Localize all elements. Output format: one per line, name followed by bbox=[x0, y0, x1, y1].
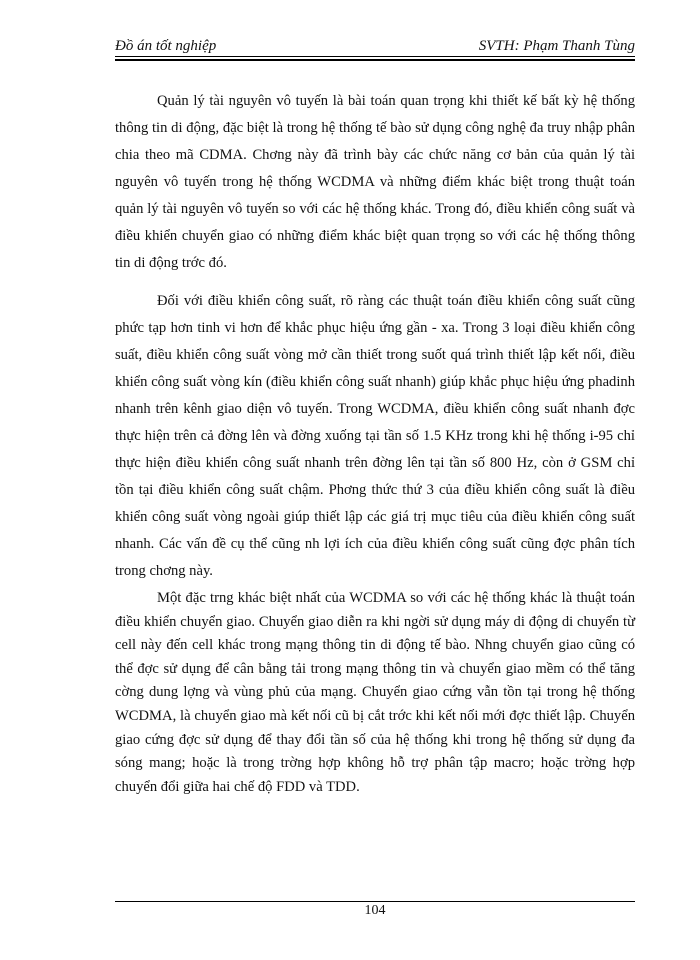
header-document-title: Đồ án tốt nghiệp bbox=[115, 38, 217, 54]
page-header bbox=[115, 34, 635, 56]
paragraph-radio-resource-management: Quản lý tài nguyên vô tuyến là bài toán quan trọng khi thiết kế bất kỳ hệ thống thông tin di động, đặc biệt là trong hệ thống tế bào sử dụng công nghệ đa truy nhập phân chia theo mã CDMA. Chơng này đã trình bày các chức năng cơ bản của quản lý tài nguyên vô tuyến trong hệ thống WCDMA và những điểm khác biệt trong thuật toán quản lý tài nguyên vô tuyến so với các hệ thống khác. Trong đó, điều khiển công suất và điều khiển chuyển giao có những điểm khác biệt quan trọng so với các hệ thống thông tin di động trớc đó. bbox=[115, 93, 635, 271]
paragraph-power-control: Đối với điều khiển công suất, rõ ràng các thuật toán điều khiển công suất cũng phức tạp hơn tinh vi hơn để khắc phục hiệu ứng gần - xa. Trong 3 loại điều khiển công suất, điều khiển công suất vòng mở cần thiết trong suốt quá trình thiết lập kết nối, điều khiển công suất vòng kín (điều khiển công suất nhanh) giúp khắc phục hiệu ứng phadinh nhanh trên kênh giao diện vô tuyến. Trong WCDMA, điều khiển công suất nhanh đợc thực hiện trên cả đờng lên và đờng xuống tại tần số 1.5 KHz trong khi hệ thống i-95 chỉ thực hiện điều khiển công suất nhanh trên đờng lên tại tần số 800 Hz, còn ở GSM chỉ tồn tại điều khiển công suất chậm. Phơng thức thứ 3 của điều khiển công suất là điều khiển công suất vòng ngoài giúp thiết lập các giá trị mục tiêu của điều khiển công suất nhanh. Các vấn đề cụ thể cũng nh lợi ích của điều khiển công suất cũng đợc phân tích trong chơng này. bbox=[115, 293, 635, 579]
header-author: SVTH: Phạm Thanh Tùng bbox=[478, 38, 635, 54]
footer-rule bbox=[115, 901, 635, 902]
header-rule-thick bbox=[115, 59, 635, 61]
header-rule-thin bbox=[115, 56, 635, 57]
paragraph-handover-control: Một đặc trng khác biệt nhất của WCDMA so với các hệ thống khác là thuật toán điều khiển chuyển giao. Chuyển giao diễn ra khi ngời sử dụng máy di động di chuyển từ cell này đến cell khác trong mạng thông tin di động tế bào. Nhng chuyển giao cũng có thể đợc sử dụng để cân bằng tải trong mạng thông tin và chuyển giao mềm có thể tăng cờng dung lợng và vùng phủ của mạng. Chuyển giao cứng vẫn tồn tại trong hệ thống WCDMA, là chuyển giao mà kết nối cũ bị cắt trớc khi kết nối mới đợc thiết lập. Chuyển giao cứng đợc sử dụng để thay đổi tần số của hệ thống khi trong hệ thống sử dụng đa sóng mang; hoặc là trong trờng hợp không hỗ trợ phân tập macro; hoặc trờng hợp chuyển đổi giữa hai chế độ FDD và TDD. bbox=[115, 590, 635, 795]
document-body bbox=[115, 88, 635, 799]
page-number: 104 bbox=[364, 903, 386, 918]
